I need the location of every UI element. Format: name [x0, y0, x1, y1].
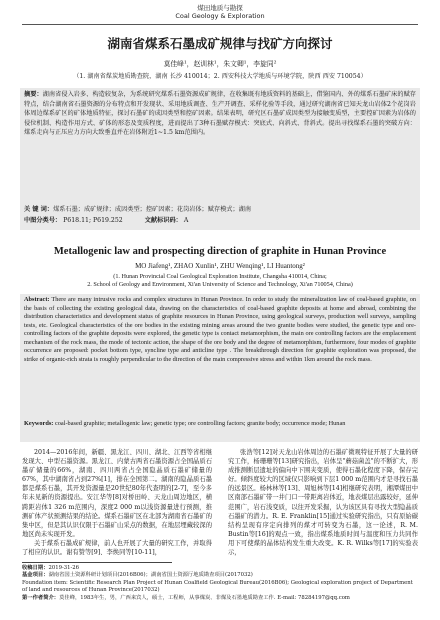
header-divider: [22, 24, 418, 25]
keywords-cn: [24, 205, 416, 214]
footnote-author: 第一作者简介：莫佳峰，1983年生，男，广西来宾人，硕士，工程师，从事煤炭、非煤及石墨地质勘查工作. E-mail: 78284197@qq.com: [22, 594, 350, 601]
doc-code-label: 文献标识码：: [144, 217, 182, 224]
affiliation-en-1: (1. Hunan Provincial Coal Geological Exploration Institute, Changsha 410014, China;: [113, 273, 327, 280]
footnote-divider: [22, 562, 172, 563]
keywords-en-text: coal-based graphite; metallogenic law; genetic type; ore controlling factors; granite body; occurrence mode; Hunan: [54, 420, 346, 427]
body-paragraph: 关于煤系石墨成矿规律，前人也开展了大量的研究工作，并取得了相应的认识。谢有赞等[9]、李焕同等[10-11]，: [22, 539, 212, 557]
authors-cn: 莫佳峰¹，赵训林¹，朱文卿¹，李旋同²: [163, 60, 277, 68]
keywords-en: [24, 420, 416, 429]
keywords-en-label: Keywords:: [24, 420, 54, 427]
abstract-cn: [24, 90, 416, 138]
body-column-right: [228, 448, 418, 557]
abstract-cn-text: 湖南省侵入岩多、构造较复杂，为系统研究煤系石墨资源成矿规律，在收集既有地质资料的基础上，借鉴国内、外的煤系石墨矿床的赋存特点，结合湖南省石墨资源的分布特点和开发现状、采用地质调查、生产开调查、采样化验等手段，通过研究湖南省已知天龙山岩体2个花岗岩体周边煤系矿区的矿体地质特征，探讨石墨矿的成因类型和控矿因素。结果表明，研究区石墨矿成因类型为接触变质型，主要控矿因素为岩体的侵位机制、构造作用方式、矿体的形态及变质程度，进而提出了3种石墨赋存模式：突底式、向斜式、背斜式。提出寻找煤系石墨的突破方向：煤系走向与正压应力方向大致垂直并在岩体附近1~1.5 km范围内。: [24, 91, 416, 137]
abstract-en: [24, 296, 416, 364]
body-paragraph: 张浩等[12]对天龙山岩体周边的石墨矿微观特征开展了大量的研究工作，杨珊珊等[13]研究指出，岩体呈"蘑菇菌盖"的不断扩大，形成推测断层遗址的偏向中下围夹变质，使得石墨化程度下降，保存完好。倾斜度较大的区域仅只影响到下层1 000 m范围内才是寻找石墨的远景区。杨林林等[13]、周旭林等[14]相继研究表明，湘潭煤田中区南部石墨矿带一井门口一带距离岩体近，地表煤层出露较好，延伸范围广，岩石浅变质，以往开发采掘，认为该区具有寻找大型隐晶质石墨矿的潜力。R. E. Franklin[15]通过实验研究指出，只有原始碳结构呈现有序定向排列的煤才可转变为石墨，这一论述，R. M. Bustin等[16]的观点一致，指出煤系地质时间与温度和压力共同作用下可使煤的晶体结构发生重大改变。K. R. Wilks等[17]的实验表示，: [228, 449, 418, 557]
affiliations-cn: （1. 湖南省煤炭地质勘查院，湖南 长沙 410014；2. 西安科技大学地质与环境学院，陕西 西安 710054）: [73, 73, 367, 80]
journal-name-cn: 煤田地质与勘探: [197, 4, 243, 12]
abstract-en-label: Abstract:: [24, 296, 50, 303]
clc-label: 中图分类号：: [24, 217, 62, 224]
footnotes: [22, 565, 418, 602]
journal-name-en: Coal Geology & Exploration: [175, 12, 265, 20]
article-title-cn: 湖南省煤系石墨成矿规律与找矿方向探讨: [107, 36, 333, 51]
authors-en: MO Jiafeng¹, ZHAO Xunlin¹, ZHU Wenqing¹, LI Huantong²: [135, 262, 305, 270]
body-paragraph: 2014—2016年间，新疆、黑龙江、四川、湖北、江西等省相继发现大、中型石墨资源。黑龙江、内蒙古两省石墨资源占全国晶质石墨矿储量的66%，湖南、四川两省占全国隐晶质石墨矿储量的67%，其中湖南省占到27%[1]，排在全国第二。湖南的隐晶质石墨都是煤系石墨，其开发资源量是20世纪80年代查明的[2-7]，至今多年未见新的资源提出。安江华等[8]对桥田岭、天龙山周边地区，横跨距岩体1 326 m范围内，深度2 000 m以浅资源量进行预测，推测矿体产状预测结果的结论。煤系石墨矿区在北部为湖南省石墨矿的集中区，但是其认识仅限于石墨矿山采点的数据，在地层埋藏较深的地区尚未实现开发。: [22, 449, 212, 538]
keywords-cn-label: 关 键 词：: [24, 206, 54, 213]
footnote-fund-en: Foundation item: Scientific Research Plan Project of Hunan Coalfield Geological Bureau(2016B06); Geological exploration project of Department of land and resources of Hunan Province(2017032): [22, 579, 413, 594]
clc-code: P618.11; P619.252: [63, 217, 123, 224]
body-column-left: [22, 448, 212, 557]
abstract-en-text: There are many intrusive rocks and complex structures in Hunan Province. In order to study the mineralization law of coal-based graphite, on the basis of collecting the existing geological data, drawing on the characteristics of coal-based graphite deposits at home and abroad, combining the distribution characteristics and development status of graphite resources in Hunan Province, using geological surveys, production well surveys, sampling tests, etc. Geological characteristics of the ore bodies in the existing mining areas around the two granite bodies were studied, the genetic type and ore-controlling factors of the graphite deposits were explored, the genetic type is contact metamorphism, the main ore controlling factors are the emplacement mechanism of the rock mass, the mode of tectonic action, the shape of the ore body and the degree of metamorphism, furthermore, four modes of graphite occurrence are proposed: pocket bottom type, syncline type and anticline type . The breakthrough direction for graphite exploration was proposed, the strike of organic-rich strata is roughly perpendicular to the direction of the main compressive stress and within 1km around the rock mass.: [24, 296, 416, 363]
article-title-en: Metallogenic law and prospecting direction of graphite in Hunan Province: [53, 246, 387, 257]
affiliation-en-2: 2. School of Geology and Environment, Xi'an University of Science and Technology, Xi'an 710054, China): [87, 281, 353, 289]
classification-line: [24, 216, 416, 225]
journal-header: [0, 4, 440, 20]
footnote-received: 收稿日期：2019-31-26: [22, 565, 80, 571]
footnote-fund: 基金项目：湖南省国土资源科研计划项目(2016B06)；湖南省国土资源厅地质勘查项目(2017032): [22, 572, 253, 579]
keywords-cn-text: 煤系石墨；成矿规律；成因类型；控矿因素；花岗岩体；赋存模式；湖南: [53, 206, 252, 213]
doc-code: A: [183, 217, 189, 224]
abstract-cn-label: 摘要：: [24, 91, 43, 98]
affiliations-en: [20, 273, 420, 289]
